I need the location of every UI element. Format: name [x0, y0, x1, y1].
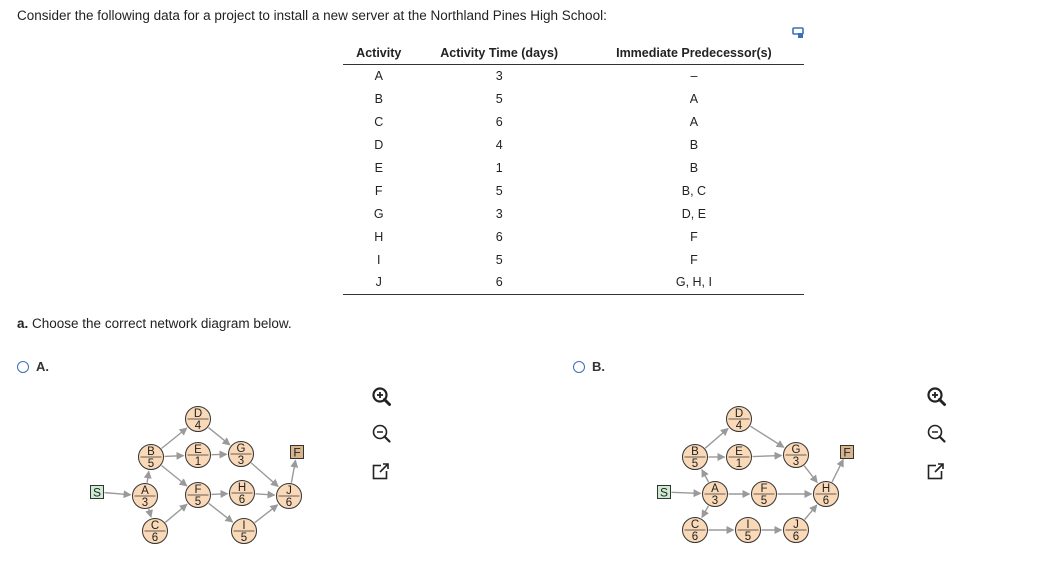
finish-label: F — [843, 445, 851, 460]
edge-H-FIN — [832, 460, 843, 482]
edge-G-J — [251, 463, 278, 487]
activity-node-j — [277, 484, 302, 510]
node-activity-label: I — [242, 520, 246, 532]
cell-predecessors: B, C — [681, 183, 707, 198]
node-time-label: 6 — [285, 497, 293, 509]
edge-J-FIN — [291, 460, 295, 482]
edge-G-H — [804, 466, 817, 483]
node-activity-label: D — [193, 408, 203, 420]
activity-node-h — [230, 481, 255, 507]
option-a-label[interactable]: A. — [36, 359, 49, 374]
intro-text: Consider the following data for a project to install a new server at the Northland Pines High School: — [17, 8, 607, 23]
cell-activity: E — [374, 161, 383, 175]
option-b-radio[interactable] — [573, 361, 585, 373]
cell-time: 1 — [495, 161, 503, 175]
cell-activity: D — [374, 138, 384, 153]
table-row — [343, 157, 804, 180]
cell-time: 6 — [495, 115, 503, 130]
node-time-label: 5 — [240, 532, 248, 544]
cell-predecessors: A — [689, 92, 699, 107]
cell-time: 5 — [495, 183, 503, 198]
activity-node-j — [784, 518, 809, 544]
table-row — [343, 202, 804, 225]
start-node — [91, 486, 104, 500]
node-time-label: 1 — [735, 458, 743, 470]
activity-node-f — [752, 482, 777, 508]
question-text: Choose the correct network diagram below. — [28, 316, 292, 331]
node-time-label: 5 — [194, 496, 202, 508]
edge-I-J — [255, 505, 278, 523]
cell-activity: A — [374, 69, 383, 84]
start-label: S — [659, 485, 669, 500]
cell-time: 3 — [495, 206, 503, 221]
activity-node-c — [143, 519, 168, 545]
edge-F-I — [209, 503, 233, 522]
edge-A-C — [702, 506, 708, 518]
activity-table — [343, 43, 804, 295]
option-a-radio[interactable] — [17, 361, 29, 373]
col-predecessors: Immediate Predecessor(s) — [584, 43, 804, 65]
node-activity-label: B — [147, 446, 155, 458]
node-time-label: 4 — [194, 420, 202, 432]
edge-S-A — [104, 493, 130, 495]
activity-node-g — [784, 443, 809, 469]
activity-node-b — [139, 445, 164, 471]
edge-B-D — [705, 428, 728, 448]
node-activity-label: C — [690, 519, 700, 531]
node-activity-label: A — [711, 483, 719, 495]
activity-node-a — [133, 484, 158, 510]
cell-time: 4 — [495, 138, 503, 153]
edge-S-A — [671, 492, 700, 493]
copy-icon[interactable] — [792, 26, 806, 40]
cell-predecessors: – — [690, 69, 698, 84]
cell-activity: H — [374, 229, 384, 244]
node-activity-label: G — [791, 444, 801, 456]
node-activity-label: E — [194, 444, 202, 456]
table-row — [343, 65, 804, 88]
cell-activity: G — [373, 206, 384, 221]
node-activity-label: B — [691, 446, 699, 458]
col-activity: Activity — [343, 43, 415, 65]
table-row — [343, 111, 804, 134]
start-node — [658, 486, 671, 500]
cell-predecessors: F — [690, 229, 698, 244]
cell-time: 5 — [495, 252, 503, 267]
activity-node-i — [232, 519, 257, 545]
edge-B-D — [161, 428, 186, 448]
table-row — [343, 225, 804, 248]
node-activity-label: H — [237, 482, 247, 494]
activity-node-e — [186, 443, 211, 469]
cell-predecessors: G, H, I — [584, 271, 804, 294]
node-time-label: 6 — [238, 494, 246, 506]
zoom-in-icon[interactable] — [370, 386, 392, 408]
node-time-label: 5 — [744, 531, 752, 543]
option-b-label[interactable]: B. — [592, 359, 605, 374]
cell-activity: C — [374, 115, 384, 130]
edge-D-G — [208, 428, 229, 445]
node-time-label: 5 — [147, 458, 155, 470]
edge-A-C — [149, 509, 151, 517]
edge-J-H — [805, 505, 817, 519]
cell-predecessors: A — [689, 115, 699, 130]
node-time-label: 1 — [194, 456, 202, 468]
cell-time: 3 — [495, 69, 503, 84]
edge-F-H — [211, 494, 227, 495]
node-activity-label: J — [793, 519, 799, 531]
activity-node-f — [186, 483, 211, 509]
node-time-label: 4 — [735, 420, 743, 432]
edge-A-B — [702, 470, 709, 482]
table-row — [343, 88, 804, 111]
node-time-label: 5 — [691, 458, 699, 470]
option-a[interactable] — [17, 359, 49, 374]
cell-time: 5 — [495, 92, 503, 107]
activity-node-a — [703, 482, 728, 508]
table-row — [343, 271, 804, 294]
cell-predecessors: F — [690, 252, 698, 267]
network-diagram-a — [85, 395, 315, 555]
activity-node-i — [736, 518, 761, 544]
start-label: S — [92, 485, 102, 500]
node-activity-label: E — [735, 446, 743, 458]
table-row — [343, 248, 804, 271]
node-time-label: 6 — [822, 495, 830, 507]
zoom-out-icon[interactable] — [370, 423, 392, 445]
edge-B-F — [161, 465, 186, 485]
node-time-label: 3 — [141, 497, 149, 509]
cell-activity: J — [343, 271, 415, 294]
node-activity-label: I — [746, 519, 750, 531]
edge-H-J — [255, 494, 274, 495]
activity-node-d — [727, 407, 752, 433]
activity-node-c — [683, 518, 708, 544]
option-b[interactable] — [573, 359, 605, 374]
node-time-label: 6 — [792, 531, 800, 543]
network-diagram-b — [648, 395, 863, 555]
activity-node-d — [186, 407, 211, 433]
node-time-label: 3 — [237, 455, 245, 467]
question-a — [17, 316, 292, 331]
finish-node — [291, 446, 304, 460]
cell-predecessors: D, E — [681, 206, 707, 221]
cell-activity: I — [377, 252, 381, 267]
edge-D-G — [750, 426, 783, 447]
activity-node-h — [814, 482, 839, 508]
edge-E-G — [752, 456, 781, 457]
expand-icon[interactable] — [926, 461, 946, 481]
node-time-label: 6 — [151, 532, 159, 544]
node-activity-label: J — [286, 485, 292, 497]
cell-time: 6 — [495, 229, 503, 244]
node-activity-label: D — [734, 408, 744, 420]
expand-icon[interactable] — [371, 461, 391, 481]
question-prefix: a. — [17, 316, 29, 331]
node-activity-label: C — [150, 520, 160, 532]
edge-A-B — [147, 471, 149, 482]
zoom-in-icon[interactable] — [925, 386, 947, 408]
table-row — [343, 134, 804, 157]
zoom-out-icon[interactable] — [925, 423, 947, 445]
finish-node — [841, 446, 854, 460]
col-activity-time: Activity Time (days) — [415, 43, 584, 65]
cell-activity: F — [374, 183, 383, 198]
node-activity-label: G — [236, 443, 246, 455]
node-time-label: 3 — [792, 456, 800, 468]
edge-B-E — [164, 456, 183, 457]
activity-node-b — [683, 445, 708, 471]
node-time-label: 5 — [760, 495, 768, 507]
activity-node-g — [229, 442, 254, 468]
table-row — [343, 179, 804, 202]
node-time-label: 6 — [691, 531, 699, 543]
cell-predecessors: B — [689, 138, 699, 153]
node-activity-label: H — [821, 483, 831, 495]
activity-node-e — [727, 445, 752, 471]
node-activity-label: F — [760, 483, 768, 495]
cell-activity: B — [374, 92, 383, 107]
cell-predecessors: B — [689, 161, 699, 175]
node-activity-label: A — [141, 485, 149, 497]
node-time-label: 3 — [711, 495, 719, 507]
edge-C-F — [165, 504, 187, 522]
cell-time: 6 — [415, 271, 584, 294]
finish-label: F — [293, 445, 301, 460]
node-activity-label: F — [194, 484, 202, 496]
